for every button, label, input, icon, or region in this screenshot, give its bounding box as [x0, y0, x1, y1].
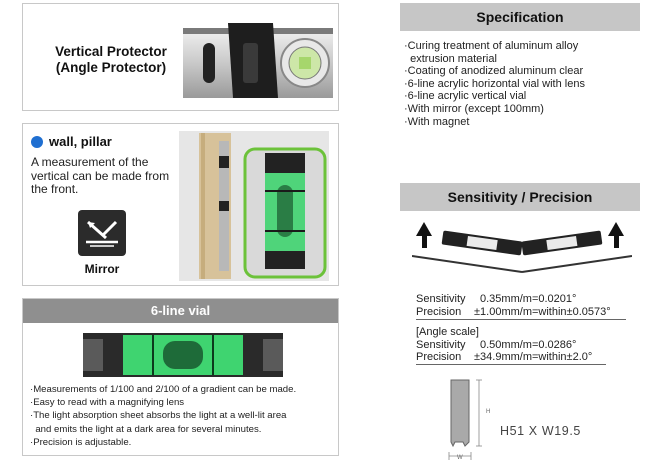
- divider: [416, 364, 606, 365]
- mirror-icon: [78, 210, 126, 256]
- angle-scale-header: [Angle scale]: [416, 326, 479, 338]
- profile-diagram: [445, 378, 495, 460]
- specification-header: Specification: [400, 3, 640, 31]
- angle-precision-label: Precision: [416, 351, 462, 363]
- vial-features-list: [30, 383, 296, 449]
- mirror-label: Mirror: [84, 262, 120, 276]
- specification-list: [404, 40, 585, 128]
- list-item: ·Measurements of 1/100 and 2/100 of a gradient can be made.: [30, 384, 297, 395]
- sensitivity-header: Sensitivity / Precision: [400, 183, 640, 211]
- width-marker: W: [457, 455, 463, 461]
- list-item: ·Coating of anodized aluminum clear: [404, 65, 584, 78]
- angle-precision-value: ±34.9mm/m=within±2.0°: [474, 351, 593, 363]
- list-item: ·The light absorption sheet absorbs the light at a well-lit area: [30, 410, 287, 422]
- six-line-vial-panel: [22, 298, 339, 456]
- list-item: ·With magnet: [404, 115, 470, 128]
- sensitivity-value: 0.35mm/m=0.0201°: [480, 293, 577, 305]
- list-item: ·Curing treatment of aluminum alloy: [404, 40, 579, 52]
- bullet-dot-icon: [31, 136, 43, 148]
- list-item: ·6-line acrylic horizontal vial with lens: [404, 77, 585, 90]
- list-item: ·With mirror (except 100mm): [404, 102, 544, 115]
- vial-photo: [83, 329, 283, 381]
- precision-value: ±1.00mm/m=within±0.0573°: [474, 306, 611, 318]
- angle-sensitivity-label: Sensitivity: [416, 339, 466, 351]
- pillar-level-photo: [179, 131, 329, 281]
- wall-pillar-heading: wall, pillar: [31, 134, 112, 149]
- height-marker: H: [486, 409, 491, 415]
- wall-pillar-panel: [22, 123, 339, 286]
- sensitivity-diagram: [412, 212, 632, 282]
- sensitivity-label: Sensitivity: [416, 293, 466, 305]
- list-item: extrusion material: [404, 52, 497, 65]
- dimension-label: H51 X W19.5: [500, 424, 581, 438]
- angle-sensitivity-value: 0.50mm/m=0.0286°: [480, 339, 577, 351]
- wall-pillar-description: A measurement of the vertical can be made from the front.: [31, 155, 170, 196]
- level-protector-photo: [183, 8, 333, 108]
- vertical-protector-title: Vertical Protector (Angle Protector): [55, 44, 167, 75]
- list-item: ·Precision is adjustable.: [30, 436, 132, 448]
- list-item: ·6-line acrylic vertical vial: [404, 90, 527, 103]
- list-item: and emits the light at a dark area for several minutes.: [30, 423, 262, 435]
- divider: [416, 319, 626, 320]
- six-line-vial-title: 6-line vial: [23, 299, 338, 323]
- precision-label: Precision: [416, 306, 462, 318]
- list-item: ·Easy to read with a magnifying lens: [30, 397, 185, 409]
- vertical-protector-panel: [22, 3, 339, 111]
